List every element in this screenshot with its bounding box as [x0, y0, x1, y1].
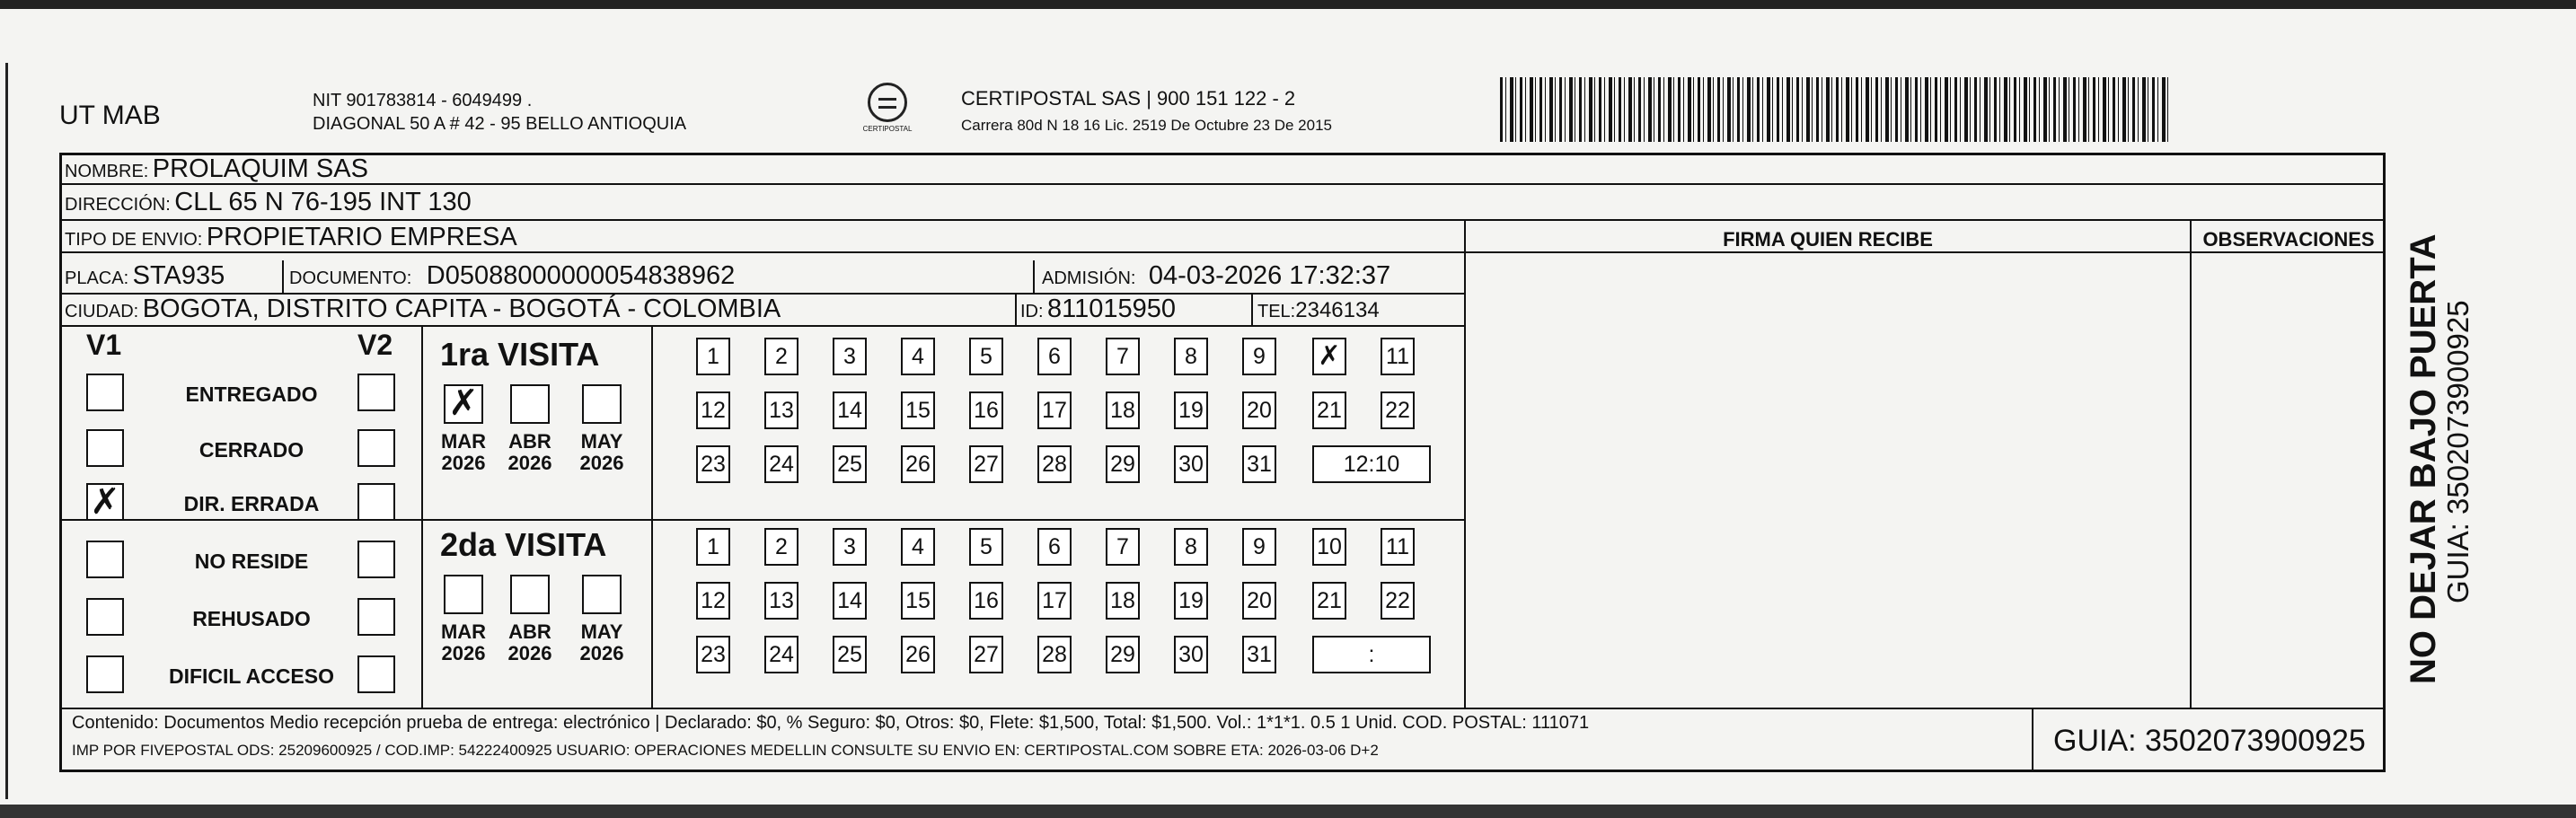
- second-visit-day-25[interactable]: 25: [833, 636, 867, 673]
- id-value: 811015950: [1047, 295, 1177, 323]
- rule: [282, 260, 284, 293]
- second-visit-month-checkbox[interactable]: [510, 575, 550, 614]
- first-visit-day-26[interactable]: 26: [901, 445, 935, 483]
- city-label: CIUDAD:: [65, 302, 139, 321]
- first-visit-day-2[interactable]: 2: [764, 338, 798, 375]
- sender-nit: NIT 901783814 - 6049499 .: [313, 91, 533, 110]
- v2-checkbox[interactable]: [357, 598, 395, 636]
- signature-header: FIRMA QUIEN RECIBE: [1723, 228, 1933, 251]
- first-visit-month-checkbox[interactable]: [510, 384, 550, 424]
- second-visit-day-21[interactable]: 21: [1312, 582, 1346, 620]
- first-visit-day-22[interactable]: 22: [1381, 391, 1415, 429]
- v1-checkbox[interactable]: ✗: [86, 483, 124, 521]
- first-visit-day-8[interactable]: 8: [1174, 338, 1208, 375]
- first-visit-day-14[interactable]: 14: [833, 391, 867, 429]
- status-label: NO RESIDE: [194, 550, 309, 573]
- second-visit-day-23[interactable]: 23: [696, 636, 730, 673]
- left-edge-mark: [5, 63, 19, 799]
- second-visit-day-1[interactable]: 1: [696, 528, 730, 566]
- carrier-name: CERTIPOSTAL SAS | 900 151 122 - 2: [961, 87, 1296, 110]
- v2-checkbox[interactable]: [357, 429, 395, 467]
- second-visit-day-6[interactable]: 6: [1037, 528, 1072, 566]
- rule: [421, 325, 423, 708]
- shipping-value: PROPIETARIO EMPRESA: [206, 223, 517, 251]
- second-visit-month-label: ABR: [508, 620, 551, 643]
- first-visit-day-1[interactable]: 1: [696, 338, 730, 375]
- name-row: [65, 154, 368, 188]
- second-visit-title: 2da VISITA: [440, 526, 607, 563]
- first-visit-day-30[interactable]: 30: [1174, 445, 1208, 483]
- v1-checkbox[interactable]: [86, 598, 124, 636]
- sender-address: DIAGONAL 50 A # 42 - 95 BELLO ANTIOQUIA: [313, 114, 687, 134]
- plate-value: STA935: [132, 261, 225, 290]
- second-visit-month-checkbox[interactable]: [582, 575, 622, 614]
- second-visit-day-7[interactable]: 7: [1106, 528, 1140, 566]
- second-visit-day-30[interactable]: 30: [1174, 636, 1208, 673]
- rule: [651, 325, 653, 708]
- id-label: ID:: [1020, 302, 1044, 321]
- first-visit-month-label: ABR: [508, 430, 551, 453]
- second-visit-day-11[interactable]: 11: [1381, 528, 1415, 566]
- second-visit-day-16[interactable]: 16: [969, 582, 1003, 620]
- second-visit-day-18[interactable]: 18: [1106, 582, 1140, 620]
- second-visit-day-22[interactable]: 22: [1381, 582, 1415, 620]
- carrier-address: Carrera 80d N 18 16 Lic. 2519 De Octubre 23 De 2015: [961, 117, 1332, 134]
- v1-checkbox[interactable]: [86, 541, 124, 578]
- v2-checkbox[interactable]: [357, 655, 395, 693]
- status-label: CERRADO: [198, 438, 304, 462]
- plate-label: PLACA:: [65, 268, 129, 288]
- footer-guia: GUIA: 3502073900925: [2053, 724, 2366, 758]
- second-visit-day-26[interactable]: 26: [901, 636, 935, 673]
- name-label: NOMBRE:: [65, 162, 149, 181]
- second-visit-day-24[interactable]: 24: [764, 636, 798, 673]
- second-visit-day-2[interactable]: 2: [764, 528, 798, 566]
- first-visit-day-9[interactable]: 9: [1242, 338, 1276, 375]
- first-visit-day-17[interactable]: 17: [1037, 391, 1072, 429]
- document-label: DOCUMENTO:: [289, 268, 412, 288]
- second-visit-day-29[interactable]: 29: [1106, 636, 1140, 673]
- second-visit-day-8[interactable]: 8: [1174, 528, 1208, 566]
- status-label: ENTREGADO: [185, 383, 318, 406]
- first-visit-day-31[interactable]: 31: [1242, 445, 1276, 483]
- rule: [1464, 219, 1466, 708]
- first-visit-day-18[interactable]: 18: [1106, 391, 1140, 429]
- status-label: DIFICIL ACCESO: [168, 664, 334, 688]
- second-visit-day-31[interactable]: 31: [1242, 636, 1276, 673]
- second-visit-month-label: MAY: [580, 620, 623, 643]
- v2-header: V2: [357, 329, 393, 361]
- admission-row: [1042, 261, 1390, 295]
- tel-row: [1257, 296, 1380, 328]
- second-visit-day-27[interactable]: 27: [969, 636, 1003, 673]
- first-visit-day-28[interactable]: 28: [1037, 445, 1072, 483]
- first-visit-day-20[interactable]: 20: [1242, 391, 1276, 429]
- rule: [59, 183, 2386, 185]
- first-visit-title: 1ra VISITA: [440, 336, 600, 373]
- first-visit-year-label: 2026: [441, 452, 486, 474]
- second-visit-month-label: MAR: [440, 620, 487, 643]
- first-visit-year-label: 2026: [507, 452, 552, 474]
- footer-print-info: IMP POR FIVEPOSTAL ODS: 25209600925 / COD.IMP: 54222400925 USUARIO: OPERACIONES MEDELLIN CONSULTE SU ENVIO EN: CERTIPOSTAL.COM SOBRE ETA: 2026-03-06 D+2: [72, 742, 1379, 759]
- second-visit-day-17[interactable]: 17: [1037, 582, 1072, 620]
- tel-label: TEL:: [1257, 302, 1296, 321]
- tel-value: 2346134: [1295, 298, 1380, 322]
- first-visit-month-label: MAY: [580, 430, 623, 453]
- second-visit-month-checkbox[interactable]: [444, 575, 483, 614]
- second-visit-day-10[interactable]: 10: [1312, 528, 1346, 566]
- status-label: DIR. ERRADA: [183, 492, 320, 515]
- second-visit-day-19[interactable]: 19: [1174, 582, 1208, 620]
- side-guia: GUIA: 3502073900925: [2441, 300, 2475, 603]
- first-visit-day-4[interactable]: 4: [901, 338, 935, 375]
- first-visit-day-16[interactable]: 16: [969, 391, 1003, 429]
- second-visit-day-5[interactable]: 5: [969, 528, 1003, 566]
- city-value: BOGOTA, DISTRITO CAPITA - BOGOTÁ - COLOMBIA: [142, 295, 781, 323]
- v1-checkbox[interactable]: [86, 429, 124, 467]
- address-value: CLL 65 N 76-195 INT 130: [174, 188, 472, 216]
- admission-value: 04-03-2026 17:32:37: [1148, 261, 1391, 290]
- second-visit-day-20[interactable]: 20: [1242, 582, 1276, 620]
- v1-checkbox[interactable]: [86, 655, 124, 693]
- v2-checkbox[interactable]: [357, 483, 395, 521]
- rule: [59, 708, 2386, 709]
- second-visit-year-label: 2026: [507, 642, 552, 664]
- status-label: REHUSADO: [192, 607, 311, 630]
- v2-checkbox[interactable]: [357, 541, 395, 578]
- certipostal-logo: [858, 83, 917, 149]
- v1-checkbox[interactable]: [86, 374, 124, 411]
- first-visit-day-23[interactable]: 23: [696, 445, 730, 483]
- sender-company: UT MAB: [59, 101, 161, 130]
- observations-header: OBSERVACIONES: [2202, 228, 2375, 251]
- shipping-label: TIPO DE ENVIO:: [65, 230, 203, 250]
- first-visit-day-11[interactable]: 11: [1381, 338, 1415, 375]
- address-row: [65, 188, 472, 221]
- first-visit-month-checkbox[interactable]: [582, 384, 622, 424]
- second-visit-day-4[interactable]: 4: [901, 528, 935, 566]
- first-visit-day-3[interactable]: 3: [833, 338, 867, 375]
- second-visit-day-9[interactable]: 9: [1242, 528, 1276, 566]
- logo-text: CERTIPOSTAL: [862, 125, 913, 133]
- first-visit-day-10[interactable]: ✗: [1312, 338, 1346, 375]
- second-visit-day-3[interactable]: 3: [833, 528, 867, 566]
- first-visit-month-checkbox[interactable]: ✗: [444, 384, 483, 424]
- city-row: [65, 295, 781, 328]
- first-visit-day-7[interactable]: 7: [1106, 338, 1140, 375]
- first-visit-day-5[interactable]: 5: [969, 338, 1003, 375]
- first-visit-day-13[interactable]: 13: [764, 391, 798, 429]
- v2-checkbox[interactable]: [357, 374, 395, 411]
- rule: [2190, 219, 2192, 708]
- v1-header: V1: [86, 329, 122, 361]
- second-visit-day-14[interactable]: 14: [833, 582, 867, 620]
- second-visit-day-12[interactable]: 12: [696, 582, 730, 620]
- first-visit-day-15[interactable]: 15: [901, 391, 935, 429]
- logo-icon: [868, 83, 907, 122]
- first-visit-day-27[interactable]: 27: [969, 445, 1003, 483]
- rule: [59, 519, 1464, 521]
- top-edge: [0, 0, 2576, 9]
- document-value: D05088000000054838962: [426, 261, 736, 290]
- rule: [1015, 293, 1017, 325]
- first-visit-day-24[interactable]: 24: [764, 445, 798, 483]
- second-visit-year-label: 2026: [441, 642, 486, 664]
- admission-label: ADMISIÓN:: [1042, 268, 1136, 288]
- id-row: [1020, 295, 1176, 328]
- second-visit-day-15[interactable]: 15: [901, 582, 935, 620]
- first-visit-day-12[interactable]: 12: [696, 391, 730, 429]
- first-visit-month-label: MAR: [440, 430, 487, 453]
- shipping-row: [65, 223, 517, 256]
- second-visit-time-box[interactable]: :: [1312, 636, 1431, 673]
- first-visit-day-25[interactable]: 25: [833, 445, 867, 483]
- name-value: PROLAQUIM SAS: [152, 154, 368, 183]
- first-visit-year-label: 2026: [579, 452, 624, 474]
- first-visit-day-19[interactable]: 19: [1174, 391, 1208, 429]
- rule: [1033, 260, 1035, 293]
- first-visit-day-21[interactable]: 21: [1312, 391, 1346, 429]
- rule: [2032, 708, 2033, 772]
- barcode: [1500, 77, 2168, 142]
- first-visit-time-box[interactable]: 12:10: [1312, 445, 1431, 483]
- side-warning: NO DEJAR BAJO PUERTA: [2404, 233, 2443, 684]
- address-label: DIRECCIÓN:: [65, 195, 171, 215]
- bottom-edge: [0, 805, 2576, 818]
- first-visit-day-29[interactable]: 29: [1106, 445, 1140, 483]
- first-visit-day-6[interactable]: 6: [1037, 338, 1072, 375]
- second-visit-year-label: 2026: [579, 642, 624, 664]
- rule: [1251, 293, 1253, 325]
- plate-row: [65, 261, 225, 295]
- document-row: [289, 261, 735, 295]
- footer-contents: Contenido: Documentos Medio recepción prueba de entrega: electrónico | Declarado: $0, % Seguro: $0, Otros: $0, Flete: $1,500, Total: $1,500. Vol.: 1*1*1. 0.5 1 Unid. COD. POSTAL: 111071: [72, 713, 1590, 733]
- second-visit-day-13[interactable]: 13: [764, 582, 798, 620]
- second-visit-day-28[interactable]: 28: [1037, 636, 1072, 673]
